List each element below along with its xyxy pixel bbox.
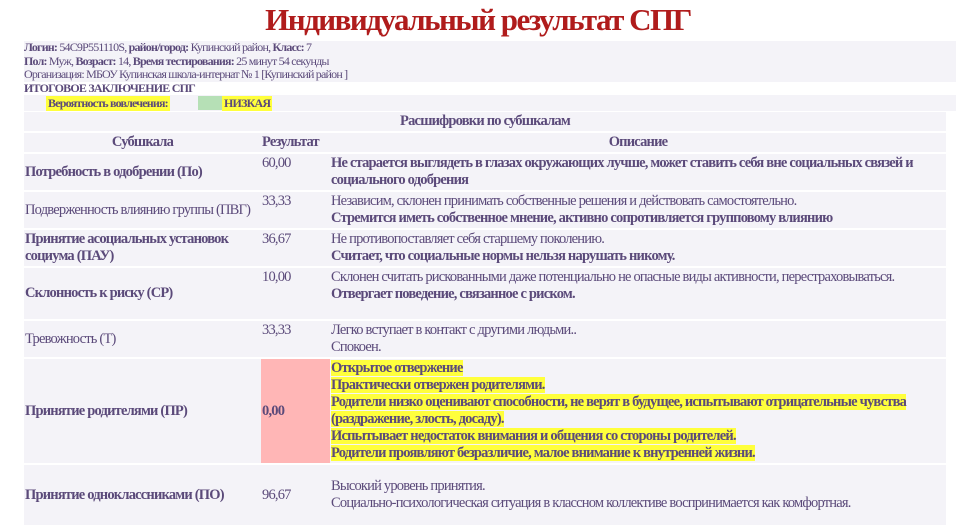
table-row	[24, 153, 946, 191]
class-label: Класс:	[272, 40, 304, 54]
sex-value: Муж,	[48, 53, 74, 68]
desc-plain-2: Социально-психологическая ситуация в классном коллективе воспринимается как комфортная.	[331, 495, 851, 511]
desc-highlight: Практически отвержен родителями.	[331, 377, 545, 393]
scale-result: 96,67	[261, 464, 330, 526]
probability-swatch	[198, 96, 222, 110]
table-row	[24, 464, 946, 526]
header-desc: Описание	[330, 132, 946, 153]
info-line-1	[24, 41, 956, 55]
scale-result: 36,67	[261, 229, 330, 267]
scale-result: 33,33	[261, 191, 330, 229]
scale-desc	[330, 229, 946, 267]
scale-name: Принятие родителями (ПР)	[24, 358, 261, 464]
table-row	[24, 320, 946, 358]
scale-desc	[330, 358, 946, 464]
desc-bold: Не старается выглядеть в глазах окружающих лучше, может ставить себя вне социальных связей и социального одобрения	[331, 155, 913, 188]
table-row	[24, 267, 946, 320]
scale-name: Потребность в одобрении (По)	[24, 153, 261, 191]
desc-plain: Легко вступает в контакт с другими людьми..	[331, 322, 577, 338]
header-result: Результат	[261, 132, 330, 153]
desc-highlight: Родители проявляют безразличие, малое внимание к внутренней жизни.	[331, 445, 755, 461]
desc-highlight: Родители низко оценивают способности, не верят в будущее, испытывают отрицательные чувства (раздражение, злость, досаду).	[331, 394, 907, 427]
scale-desc	[330, 153, 946, 191]
login-value: 54С9Р551110S,	[59, 40, 127, 54]
desc-plain: Склонен считать рискованными даже потенциально не опасные виды активности, перестраховываться.	[331, 269, 895, 285]
scale-desc	[330, 464, 946, 526]
desc-plain: Высокий уровень принятия.	[331, 478, 485, 494]
sex-label: Пол:	[24, 53, 47, 68]
desc-bold: Стремится иметь собственное мнение, активно сопротивляется групповому влиянию	[331, 210, 833, 226]
district-label: район/город:	[128, 40, 189, 54]
organization: Организация: МБОУ Купинская школа-интернат № 1 [Купинский район ]	[24, 67, 348, 81]
scale-name: Склонность к риску (СР)	[24, 267, 261, 320]
header-scale: Субшкала	[24, 132, 261, 153]
login-label: Логин:	[24, 40, 58, 54]
probability-value: НИЗКАЯ	[224, 96, 271, 110]
scale-name: Подверженность влиянию группы (ПВГ)	[24, 191, 261, 229]
desc-plain-2: Спокоен.	[331, 339, 381, 355]
time-label: Время тестирования:	[132, 53, 234, 68]
desc-bold: Отвергает поведение, связанное с риском.	[331, 286, 575, 302]
class-value: 7	[306, 40, 312, 54]
desc-plain: Не противопоставляет себя старшему поколению.	[331, 231, 605, 247]
probability-label: Вероятность вовлечения:	[48, 96, 168, 110]
desc-plain: Независим, склонен принимать собственные решения и действовать самостоятельно.	[331, 193, 797, 209]
scale-result: 10,00	[261, 267, 330, 320]
table-row	[24, 191, 946, 229]
district-value: Купинский район,	[190, 40, 271, 54]
table-row	[24, 229, 946, 267]
info-line-2	[24, 55, 956, 69]
subscale-table	[24, 112, 946, 527]
scale-result: 0,00	[261, 358, 330, 464]
scale-name: Принятие одноклассниками (ПО)	[24, 464, 261, 526]
scale-result: 33,33	[261, 320, 330, 358]
scale-desc	[330, 320, 946, 358]
student-info	[24, 41, 956, 82]
age-label: Возраст:	[75, 53, 116, 68]
scale-result: 60,00	[261, 153, 330, 191]
conclusion-heading: ИТОГОВОЕ ЗАКЛЮЧЕНИЕ СПГ	[24, 81, 195, 95]
scale-name: Тревожность (Т)	[24, 320, 261, 358]
desc-bold: Считает, что социальные нормы нельзя нарушать никому.	[331, 248, 675, 264]
time-value: 25 минут 54 секунды	[236, 53, 329, 68]
page-title: Индивидуальный результат СПГ	[265, 2, 691, 37]
table-row	[24, 358, 946, 464]
table-caption: Расшифровки по субшкалам	[24, 112, 946, 132]
scale-desc	[330, 267, 946, 320]
desc-highlight: Испытывает недостаток внимания и общения со стороны родителей.	[331, 428, 736, 444]
desc-highlight: Открытое отвержение	[331, 360, 463, 376]
scale-desc	[330, 191, 946, 229]
scale-name: Принятие асоциальных установок социума (ПАУ)	[24, 229, 261, 267]
probability-row	[24, 95, 956, 111]
age-value: 14,	[117, 53, 131, 68]
